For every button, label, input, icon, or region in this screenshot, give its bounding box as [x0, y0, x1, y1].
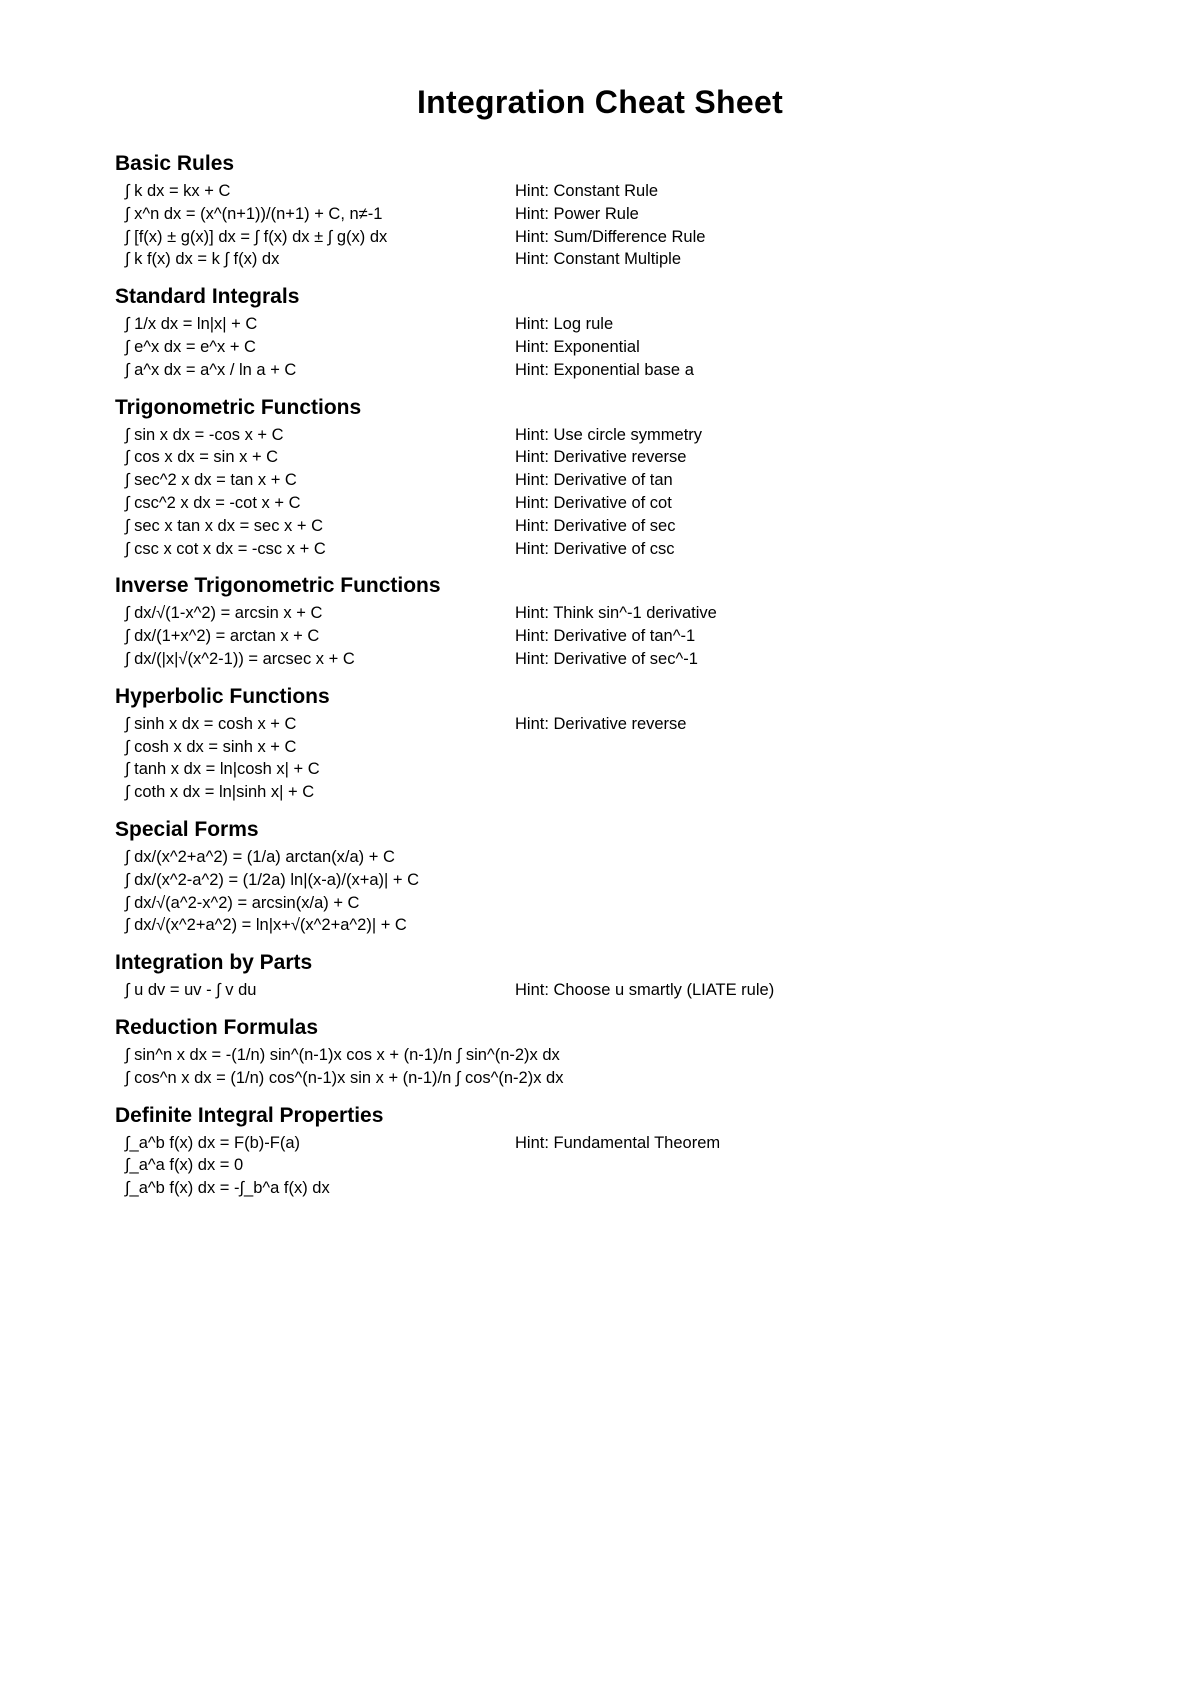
hint	[515, 1154, 1115, 1177]
formula: ∫ dx/√(1-x^2) = arcsin x + C	[125, 604, 323, 623]
formula: ∫_a^b f(x) dx = F(b)-F(a)	[125, 1133, 300, 1152]
formula: ∫_a^a f(x) dx = 0	[125, 1156, 244, 1175]
formula-row	[115, 979, 1115, 1002]
formula-row	[115, 1044, 1115, 1067]
formula: ∫ x^n dx = (x^(n+1))/(n+1) + C, n≠-1	[125, 204, 383, 223]
formula: ∫ coth x dx = ln|sinh x| + C	[125, 783, 315, 802]
formula-row	[115, 359, 1115, 382]
hint	[515, 846, 1115, 869]
section-heading: Hyperbolic Functions	[115, 684, 330, 708]
formula: ∫ dx/(x^2-a^2) = (1/2a) ln|(x-a)/(x+a)| + C	[125, 870, 420, 889]
hint: Hint: Use circle symmetry	[515, 425, 703, 444]
formula-row	[115, 446, 1115, 469]
formula-row	[115, 892, 1115, 915]
formula: ∫ dx/(x^2+a^2) = (1/a) arctan(x/a) + C	[125, 847, 395, 866]
hint: Hint: Fundamental Theorem	[515, 1133, 721, 1152]
hint: Hint: Derivative reverse	[515, 714, 687, 733]
sections-container	[115, 150, 1115, 1212]
formula-row	[115, 469, 1115, 492]
formula-row	[115, 248, 1115, 271]
hint	[515, 869, 1115, 892]
formula-row	[115, 538, 1115, 561]
hint	[515, 758, 1115, 781]
hint	[515, 914, 1115, 937]
formula-row	[115, 781, 1115, 804]
formula: ∫ u dv = uv - ∫ v du	[125, 981, 257, 1000]
formula-row	[115, 625, 1115, 648]
section-inverse-trigonometric-functions	[115, 572, 1115, 670]
formula: ∫ cos^n x dx = (1/n) cos^(n-1)x sin x + (n-1)/n ∫ cos^(n-2)x dx	[125, 1068, 564, 1087]
formula-row	[115, 1067, 1115, 1090]
formula: ∫ sin^n x dx = -(1/n) sin^(n-1)x cos x + (n-1)/n ∫ sin^(n-2)x dx	[125, 1045, 560, 1064]
formula-row	[115, 869, 1115, 892]
hint: Hint: Sum/Difference Rule	[515, 227, 706, 246]
formula: ∫ a^x dx = a^x / ln a + C	[125, 360, 297, 379]
formula: ∫ dx/√(a^2-x^2) = arcsin(x/a) + C	[125, 893, 360, 912]
hint	[515, 1067, 1115, 1090]
hint: Hint: Derivative of tan	[515, 471, 673, 490]
hint	[515, 1177, 1115, 1200]
formula: ∫_a^b f(x) dx = -∫_b^a f(x) dx	[125, 1179, 330, 1198]
section-reduction-formulas	[115, 1014, 1115, 1090]
hint	[515, 781, 1115, 804]
hint: Hint: Log rule	[515, 315, 614, 334]
hint: Hint: Derivative of csc	[515, 539, 675, 558]
formula: ∫ sinh x dx = cosh x + C	[125, 714, 297, 733]
formula: ∫ e^x dx = e^x + C	[125, 337, 256, 356]
formula-row	[115, 180, 1115, 203]
formula: ∫ csc^2 x dx = -cot x + C	[125, 493, 301, 512]
formula-row	[115, 336, 1115, 359]
formula: ∫ sec x tan x dx = sec x + C	[125, 516, 324, 535]
formula: ∫ [f(x) ± g(x)] dx = ∫ f(x) dx ± ∫ g(x) dx	[125, 227, 388, 246]
formula-row	[115, 648, 1115, 671]
formula-row	[115, 1132, 1115, 1155]
section-trigonometric-functions	[115, 394, 1115, 561]
hint: Hint: Exponential	[515, 337, 640, 356]
section-definite-integral-properties	[115, 1102, 1115, 1200]
page-title: Integration Cheat Sheet	[416, 84, 784, 120]
formula-row	[115, 736, 1115, 759]
formula: ∫ sin x dx = -cos x + C	[125, 425, 284, 444]
formula: ∫ 1/x dx = ln|x| + C	[125, 315, 258, 334]
formula-row	[115, 515, 1115, 538]
hint: Hint: Choose u smartly (LIATE rule)	[515, 981, 775, 1000]
hint: Hint: Exponential base a	[515, 360, 694, 379]
section-standard-integrals	[115, 283, 1115, 381]
formula-row	[115, 758, 1115, 781]
formula-row	[115, 226, 1115, 249]
formula-row	[115, 713, 1115, 736]
section-heading: Standard Integrals	[115, 285, 300, 309]
formula-row	[115, 1177, 1115, 1200]
section-heading: Reduction Formulas	[115, 1015, 319, 1039]
hint: Hint: Derivative of sec	[515, 516, 676, 535]
hint: Hint: Derivative reverse	[515, 448, 687, 467]
formula: ∫ dx/(1+x^2) = arctan x + C	[125, 627, 320, 646]
formula: ∫ csc x cot x dx = -csc x + C	[125, 539, 326, 558]
hint	[515, 1044, 1115, 1067]
formula-row	[115, 492, 1115, 515]
section-special-forms	[115, 816, 1115, 937]
formula: ∫ cosh x dx = sinh x + C	[125, 737, 297, 756]
section-heading: Special Forms	[115, 817, 259, 841]
formula: ∫ tanh x dx = ln|cosh x| + C	[125, 760, 320, 779]
hint: Hint: Constant Multiple	[515, 250, 681, 269]
section-heading: Basic Rules	[115, 152, 235, 175]
hint: Hint: Think sin^-1 derivative	[515, 604, 717, 623]
section-heading: Inverse Trigonometric Functions	[115, 574, 441, 598]
formula: ∫ k f(x) dx = k ∫ f(x) dx	[125, 250, 280, 269]
hint	[515, 736, 1115, 759]
formula-row	[115, 313, 1115, 336]
hint: Hint: Power Rule	[515, 204, 639, 223]
formula-row	[115, 846, 1115, 869]
formula-row	[115, 914, 1115, 937]
formula-row	[115, 1154, 1115, 1177]
hint	[515, 892, 1115, 915]
formula: ∫ cos x dx = sin x + C	[125, 448, 279, 467]
hint: Hint: Derivative of tan^-1	[515, 627, 696, 646]
section-integration-by-parts	[115, 949, 1115, 1002]
hint: Hint: Derivative of cot	[515, 493, 672, 512]
section-heading: Integration by Parts	[115, 951, 313, 975]
formula-row	[115, 424, 1115, 447]
formula: ∫ k dx = kx + C	[125, 182, 231, 200]
formula-row	[115, 203, 1115, 226]
formula: ∫ sec^2 x dx = tan x + C	[125, 471, 297, 490]
hint: Hint: Constant Rule	[515, 182, 659, 200]
section-heading: Definite Integral Properties	[115, 1103, 384, 1127]
formula: ∫ dx/√(x^2+a^2) = ln|x+√(x^2+a^2)| + C	[125, 916, 407, 935]
hint: Hint: Derivative of sec^-1	[515, 649, 698, 668]
section-hyperbolic-functions	[115, 683, 1115, 804]
formula-row	[115, 602, 1115, 625]
formula: ∫ dx/(|x|√(x^2-1)) = arcsec x + C	[125, 649, 355, 668]
section-heading: Trigonometric Functions	[115, 395, 362, 419]
section-basic-rules	[115, 150, 1115, 271]
